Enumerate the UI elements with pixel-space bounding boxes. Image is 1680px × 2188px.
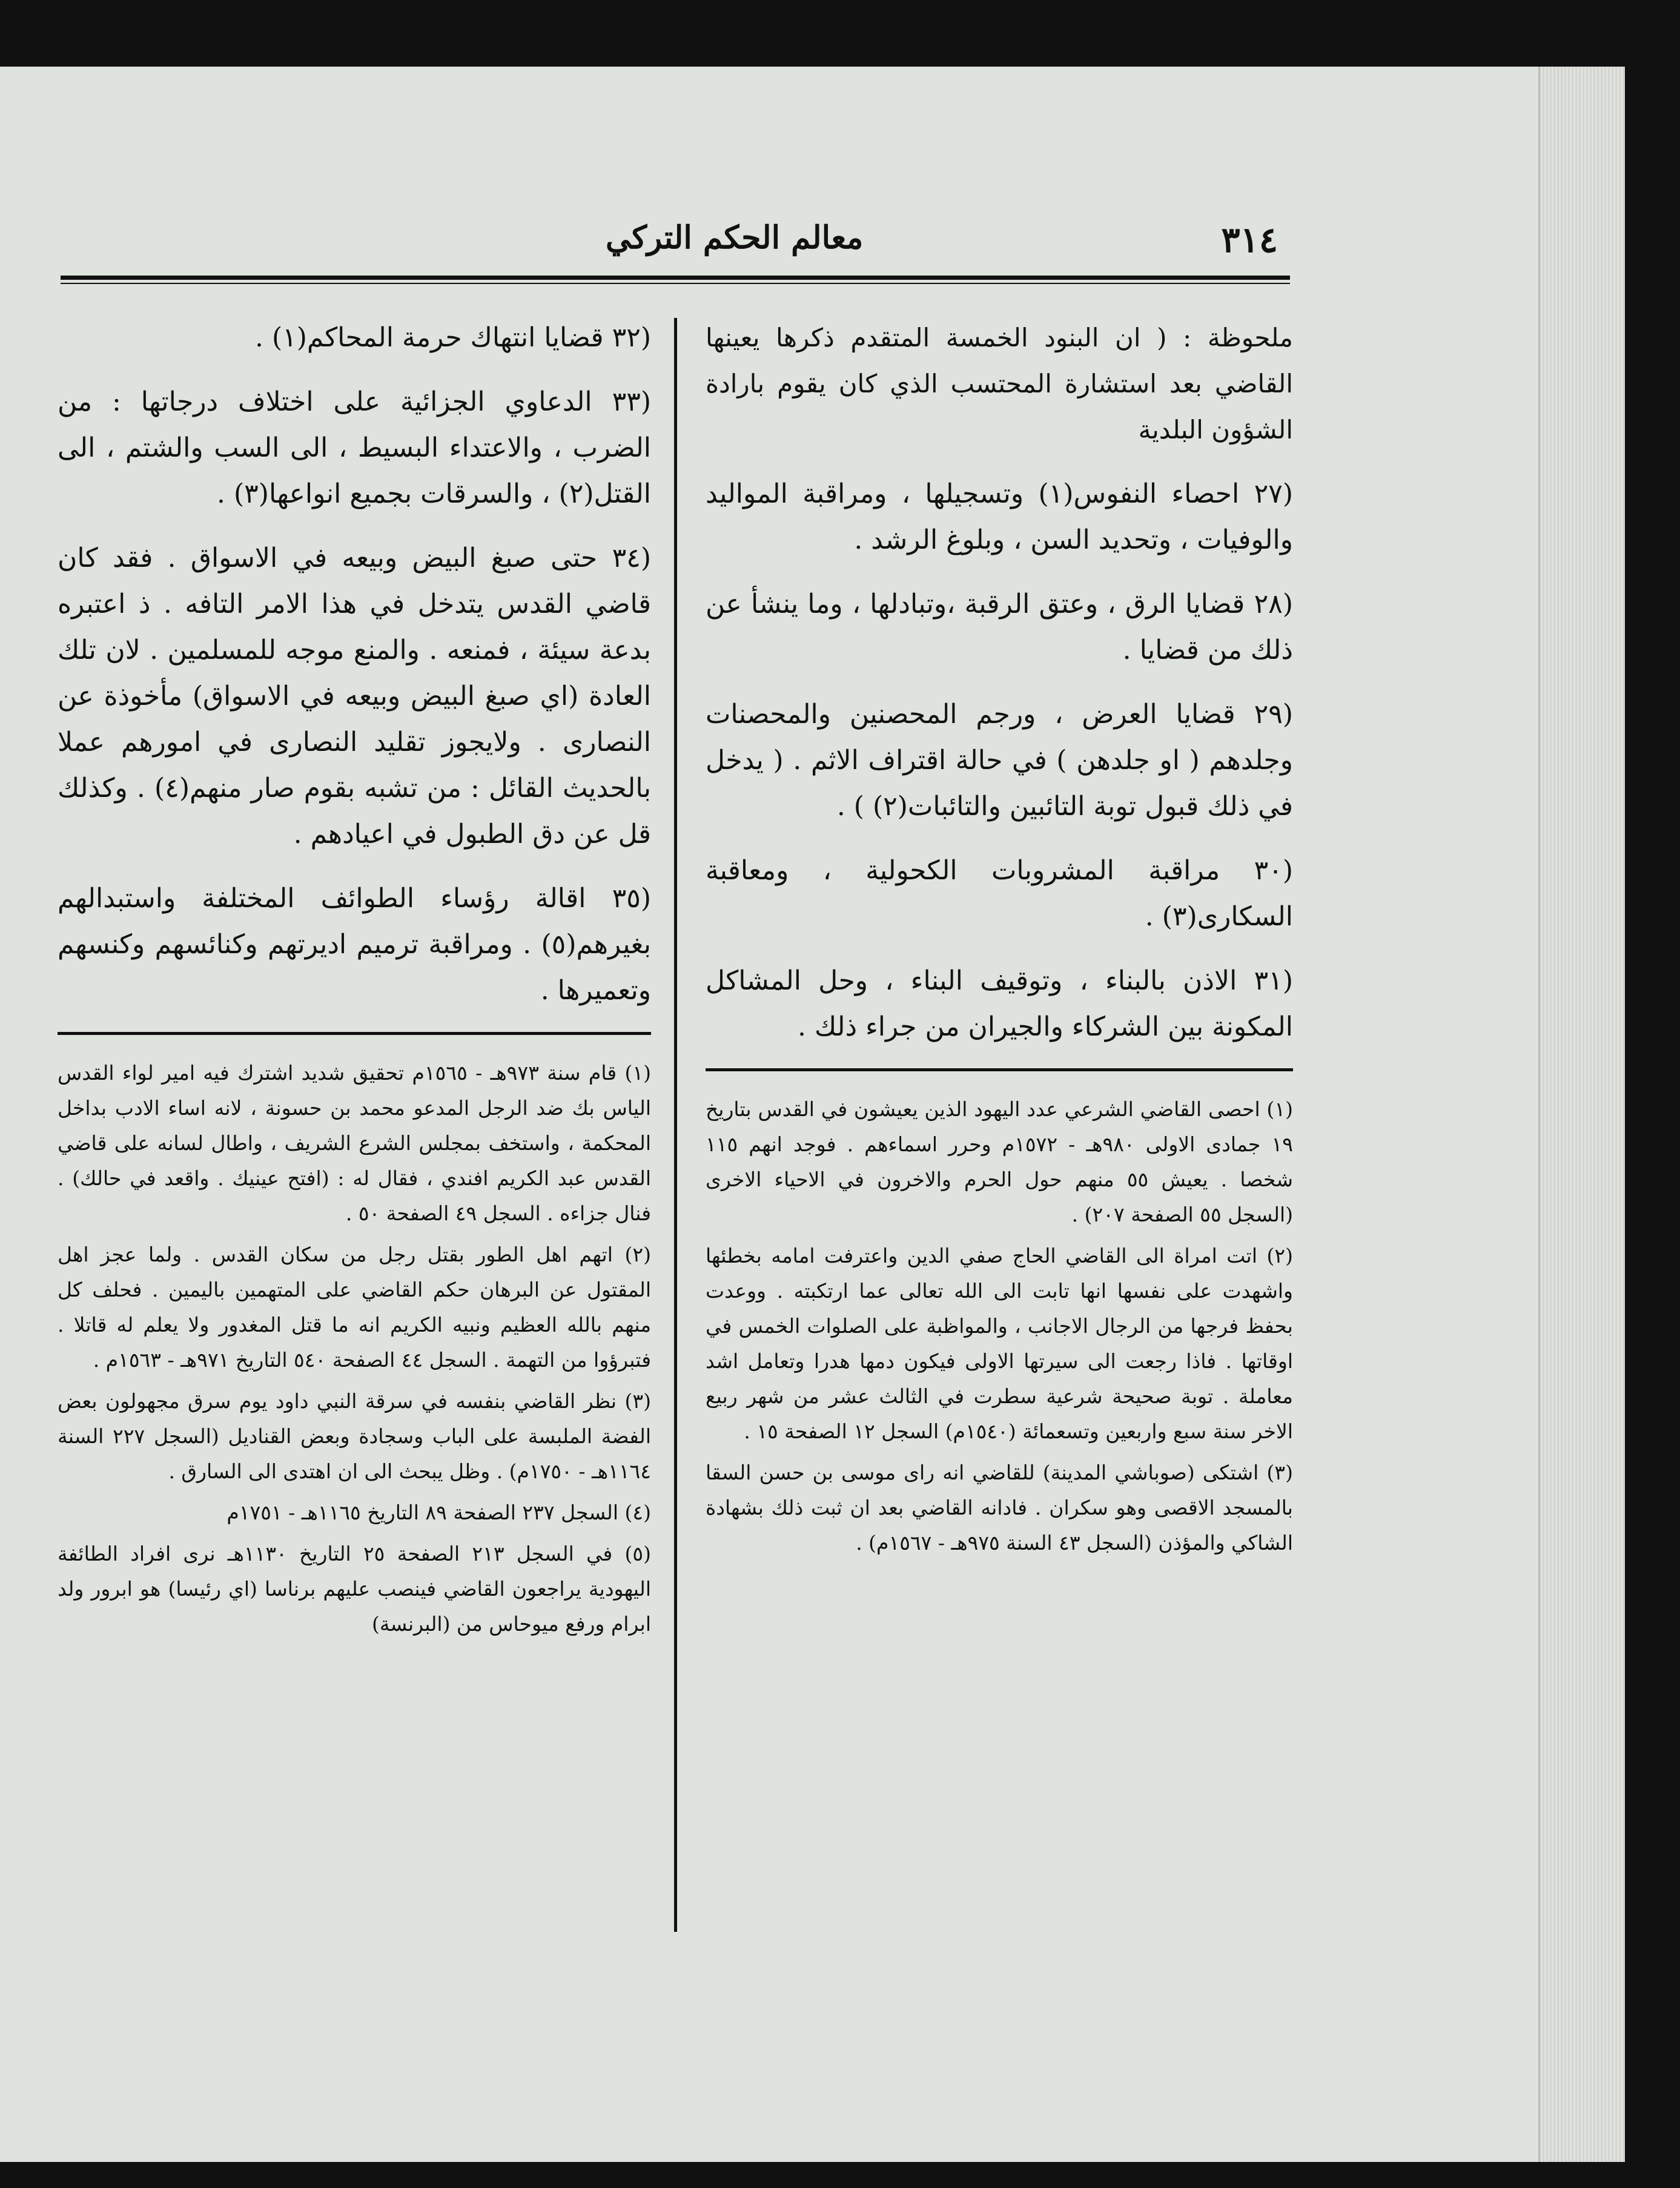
page-number: ٣١٤ [1221,219,1278,260]
item-27: (٢٧ احصاء النفوس(١) وتسجيلها ، ومراقبة المواليد والوفيات ، وتحديد السن ، وبلوغ الرشد . [706,478,1293,555]
item-31: (٣١ الاذن بالبناء ، وتوقيف البناء ، وحل المشاكل المكونة بين الشركاء والجيران من جراء ذلك . [706,965,1293,1042]
left-main-text [58,315,651,1014]
running-title: معالم الحكم التركي [606,219,864,256]
note-paragraph: ملحوظة : ( ان البنود الخمسة المتقدم ذكرها يعينها القاضي بعد استشارة المحتسب الذي كان يقوم بارادة الشؤون البلدية [706,323,1293,445]
header-rule-thin [61,283,1290,284]
left-footnotes [58,1056,651,1642]
item-29: (٢٩ قضايا العرض ، ورجم المحصنين والمحصنات وجلدهم ( او جلدهن ) في حالة اقتراف الاثم . ( يدخل في ذلك قبول توبة التائبين والتائبات(٢) ) . [706,699,1293,822]
page-edges [1538,67,1625,2162]
right-footnotes [706,1092,1293,1561]
page-header [61,219,1290,280]
right-column [706,315,1293,1567]
footnote-separator [58,1032,651,1035]
item-33: (٣٣ الدعاوي الجزائية على اختلاف درجاتها : من الضرب ، والاعتداء البسيط ، الى السب والشتم ، الى القتل(٢) ، والسرقات بجميع انواعها(٣) . [58,386,651,509]
column-divider [674,318,677,1932]
footnote-4: (٤) السجل ٢٣٧ الصفحة ٨٩ التاريخ ١١٦٥هـ - ١٧٥١م [227,1501,651,1524]
item-34: (٣٤ حتى صبغ البيض وبيعه في الاسواق . فقد كان قاضي القدس يتدخل في هذا الامر التافه . ذ اعتبره بدعة سيئة ، فمنعه . والمنع موجه للمسلمين . لان تلك العادة (اي صبغ البيض وبيعه في الاسواق) مأخوذة عن النصارى . ولايجوز تقليد النصارى في امورهم عملا بالحديث القائل : من تشبه بقوم صار منهم(٤) . وكذلك قل عن دق الطبول في اعيادهم . [58,543,651,850]
item-32: (٣٢ قضايا انتهاك حرمة المحاكم(١) . [254,322,651,353]
footnote-3: (٣) اشتكى (صوباشي المدينة) للقاضي انه راى موسى بن حسن السقا بالمسجد الاقصى وهو سكران . فادانه القاضي بعد ان ثبت ذلك بشهادة الشاكي والمؤذن (السجل ٤٣ السنة ٩٧٥هـ - ١٥٦٧م) . [706,1461,1293,1555]
footnote-1: (١) قام سنة ٩٧٣هـ - ١٥٦٥م تحقيق شديد اشترك فيه امير لواء القدس الياس بك ضد الرجل المدعو محمد بن حسونة ، لانه اساء الادب بداخل المحكمة ، واستخف بمجلس الشرع الشريف ، واطال لسانه على قاضي القدس عبد الكريم افندي ، فقال له : (افتح عينيك . واقعد في حالك) . فنال جزاءه . السجل ٤٩ الصفحة ٥٠ . [58,1061,652,1225]
footnote-2: (٢) اتهم اهل الطور بقتل رجل من سكان القدس . ولما عجز اهل المقتول عن البرهان حكم القاضي على المتهمين باليمين . فحلف كل منهم بالله العظيم ونبيه الكريم انه ما قتل المغدور ولا يعلم له قاتلا . فتبرؤوا من التهمة . السجل ٤٤ الصفحة ٥٤٠ التاريخ ٩٧١هـ - ١٥٦٣م . [58,1243,651,1372]
footnote-1: (١) احصى القاضي الشرعي عدد اليهود الذين يعيشون في القدس بتاريخ ١٩ جمادى الاولى ٩٨٠هـ - ١٥٧٢م وحرر اسماءهم . فوجد انهم ١١٥ شخصا . يعيش ٥٥ منهم حول الحرم والاخرون في الاحياء الاخرى (السجل ٥٥ الصفحة ٢٠٧) . [706,1097,1294,1226]
footnote-5: (٥) في السجل ٢١٣ الصفحة ٢٥ التاريخ ١١٣٠هـ نرى افراد الطائفة اليهودية يراجعون القاضي فينصب عليهم برناسا (اي رئيسا) هو ابرور ولد ابرام ورفع ميوحاس من (البرنسة) [58,1542,651,1636]
footnote-3: (٣) نظر القاضي بنفسه في سرقة النبي داود يوم سرق مجهولون بعض الفضة الملبسة على الباب وسجادة وبعض القناديل (السجل ٢٢٧ السنة ١١٦٤هـ - ١٧٥٠م) . وظل يبحث الى ان اهتدى الى السارق . [58,1389,651,1483]
left-column [58,315,651,1648]
footnote-separator [706,1068,1293,1071]
item-28: (٢٨ قضايا الرق ، وعتق الرقبة ،وتبادلها ، وما ينشأ عن ذلك من قضايا . [706,589,1293,666]
right-main-text [706,315,1293,1050]
item-35: (٣٥ اقالة رؤساء الطوائف المختلفة واستبدالهم بغيرهم(٥) . ومراقبة ترميم اديرتهم وكنائسهم وكنسهم وتعميرها . [58,883,651,1006]
footnote-2: (٢) اتت امراة الى القاضي الحاج صفي الدين واعترفت امامه بخطئها واشهدت على نفسها انها تابت الى الله تعالى عما ارتكبته . ووعدت بحفظ فرجها من الرجال الاجانب ، والمواظبة على الصلوات الخمس في اوقاتها . فاذا رجعت الى سيرتها الاولى فيكون دمها هدرا وتعامل اشد معاملة . توبة صحيحة شرعية سطرت في الثالث عشر من شهر ربيع الاخر سنة سبع واربعين وتسعمائة (١٥٤٠م) السجل ١٢ الصفحة ١٥ . [706,1244,1293,1443]
item-30: (٣٠ مراقبة المشروبات الكحولية ، ومعاقبة السكارى(٣) . [706,855,1293,932]
header-rule-thick [61,276,1290,280]
